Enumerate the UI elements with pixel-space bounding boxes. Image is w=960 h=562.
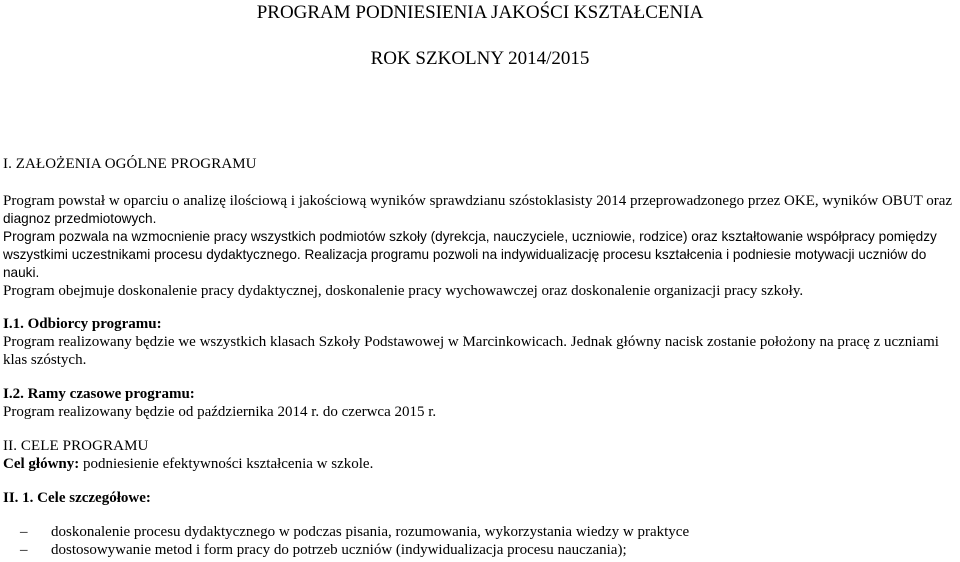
section-2-heading: II. CELE PROGRAMU <box>3 438 149 454</box>
section-1-paragraph-2 <box>3 228 959 282</box>
section-1-heading: I. ZAŁOŻENIA OGÓLNE PROGRAMU <box>3 156 257 172</box>
specific-goals-list <box>0 523 960 559</box>
document-title: PROGRAM PODNIESIENIA JAKOŚCI KSZTAŁCENIA <box>256 2 704 23</box>
dash-bullet: – <box>20 524 28 540</box>
school-year-title: ROK SZKOLNY 2014/2015 <box>370 48 590 69</box>
subsection-1-2-text: Program realizowany będzie od października 2014 r. do czerwca 2015 r. <box>3 404 437 420</box>
main-goal <box>3 455 373 473</box>
list-item <box>0 523 960 541</box>
section-1-paragraph-1 <box>3 192 959 228</box>
main-goal-text: podniesienie efektywności kształcenia w szkole. <box>79 456 374 472</box>
paragraph-2-text-b: Realizacja programu pozwoli na indywidualizację procesu kształcenia i podniesie motywacji uczniów do nauki. <box>3 247 927 280</box>
subsection-1-1-heading: I.1. Odbiorcy programu: <box>3 316 162 332</box>
paragraph-1-serif-text: Program powstał w oparciu o analizę ilościową i jakościową wyników sprawdzianu szóstoklasisty 2014 przeprowadzonego przez OKE, wyników OBUT oraz <box>3 193 953 209</box>
subsection-1-2-heading: I.2. Ramy czasowe programu: <box>3 386 195 402</box>
section-1-paragraph-3: Program obejmuje doskonalenie pracy dydaktycznej, doskonalenie pracy wychowawczej oraz doskonalenie organizacji pracy szkoły. <box>3 283 804 299</box>
paragraph-2-text-a: Program pozwala na wzmocnienie pracy wszystkich podmiotów szkoły (dyrekcja, nauczyciele, uczniowie, rodzice) oraz kształtowanie współpracy pomiędzy wszystkimi uczestnikami procesu dydaktycznego. <box>3 229 937 262</box>
list-item <box>0 541 960 559</box>
dash-bullet: – <box>20 542 28 558</box>
subsection-2-1-heading: II. 1. Cele szczegółowe: <box>3 490 151 506</box>
goal-text: doskonalenie procesu dydaktycznego w podczas pisania, rozumowania, wykorzystania wiedzy w praktyce <box>51 524 690 540</box>
subsection-1-1-text: Program realizowany będzie we wszystkich klasach Szkoły Podstawowej w Marcinkowicach. Jednak główny nacisk zostanie położony na pracę z uczniami klas szóstych. <box>3 334 939 368</box>
goal-text: dostosowywanie metod i form pracy do potrzeb uczniów (indywidualizacja procesu nauczania); <box>51 542 627 558</box>
main-goal-label: Cel główny: <box>3 456 80 472</box>
paragraph-1-sans-text: diagnoz przedmiotowych. <box>3 211 157 226</box>
